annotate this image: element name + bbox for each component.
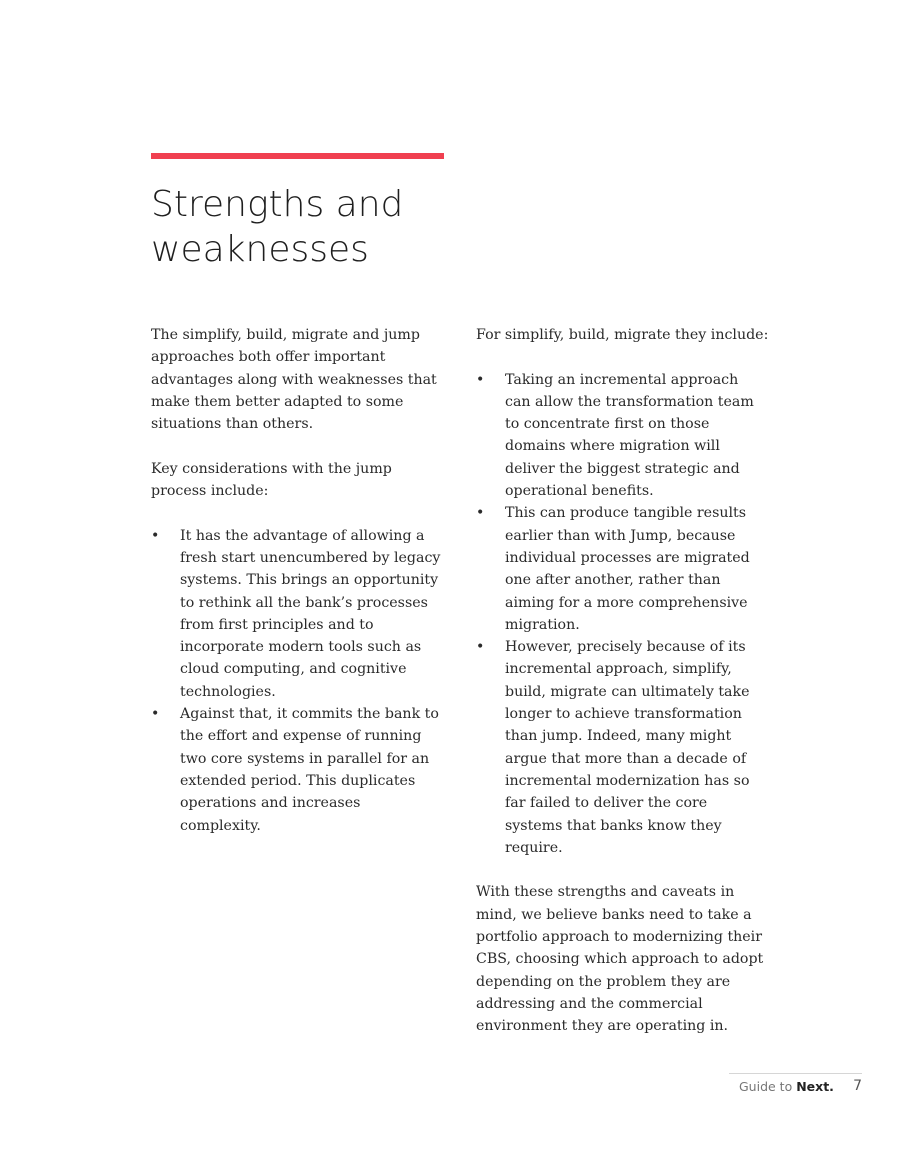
page-title xyxy=(151,182,471,272)
bullet-icon: • xyxy=(151,706,160,723)
list-item xyxy=(151,703,445,837)
sbm-points-list xyxy=(476,369,776,860)
list-item xyxy=(476,636,768,859)
page-title-line-2: weaknesses xyxy=(151,229,369,270)
list-item-text: It has the advantage of allowing a fresh start unencumbered by legacy systems. This brings an opportunity to rethink all the bank’s processes from first principles and to incorporate modern tools such as cloud computing, and cognitive technologies. xyxy=(180,527,441,700)
page-number: 7 xyxy=(853,1078,862,1094)
footer-divider xyxy=(729,1073,862,1074)
sbm-lead-paragraph: For simplify, build, migrate they include: xyxy=(476,327,769,343)
page-footer xyxy=(739,1078,862,1098)
bullet-icon: • xyxy=(476,505,485,522)
conclusion-paragraph: With these strengths and caveats in mind, we believe banks need to take a portfolio approach to modernizing their CBS, choosing which approach to adopt depending on the problem they are addressing and the commercial environment they are operating in. xyxy=(476,884,764,1035)
right-column xyxy=(476,324,776,1060)
list-item xyxy=(476,502,768,636)
left-column xyxy=(151,324,451,859)
jump-lead-paragraph: Key considerations with the jump process include: xyxy=(151,460,392,500)
intro-paragraph: The simplify, build, migrate and jump approaches both offer important advantages along with weaknesses that make them better adapted to some situations than others. xyxy=(151,327,437,433)
footer-brand xyxy=(739,1079,834,1094)
bullet-icon: • xyxy=(151,527,160,544)
bullet-icon: • xyxy=(476,639,485,656)
accent-bar xyxy=(151,153,444,159)
page-title-line-1: Strengths and xyxy=(151,184,404,225)
list-item-text: Against that, it commits the bank to the effort and expense of running two core systems in parallel for an extended period. This duplicates operations and increases complexity. xyxy=(180,706,439,834)
list-item xyxy=(476,369,768,503)
jump-points-list xyxy=(151,525,451,837)
bullet-icon: • xyxy=(476,371,485,388)
footer-brand-name: Next. xyxy=(796,1079,834,1094)
list-item-text: This can produce tangible results earlier than with Jump, because individual processes are migrated one after another, rather than aiming for a more comprehensive migration. xyxy=(505,505,750,633)
list-item xyxy=(151,525,445,703)
footer-brand-prefix: Guide to xyxy=(739,1079,797,1094)
list-item-text: Taking an incremental approach can allow the transformation team to concentrate first on those domains where migration will deliver the biggest strategic and operational benefits. xyxy=(505,371,754,500)
list-item-text: However, precisely because of its incremental approach, simplify, build, migrate can ultimately take longer to achieve transformation than jump. Indeed, many might argue that more than a decade of incremental modernization has so far failed to deliver the core systems that banks know they require. xyxy=(505,639,750,856)
